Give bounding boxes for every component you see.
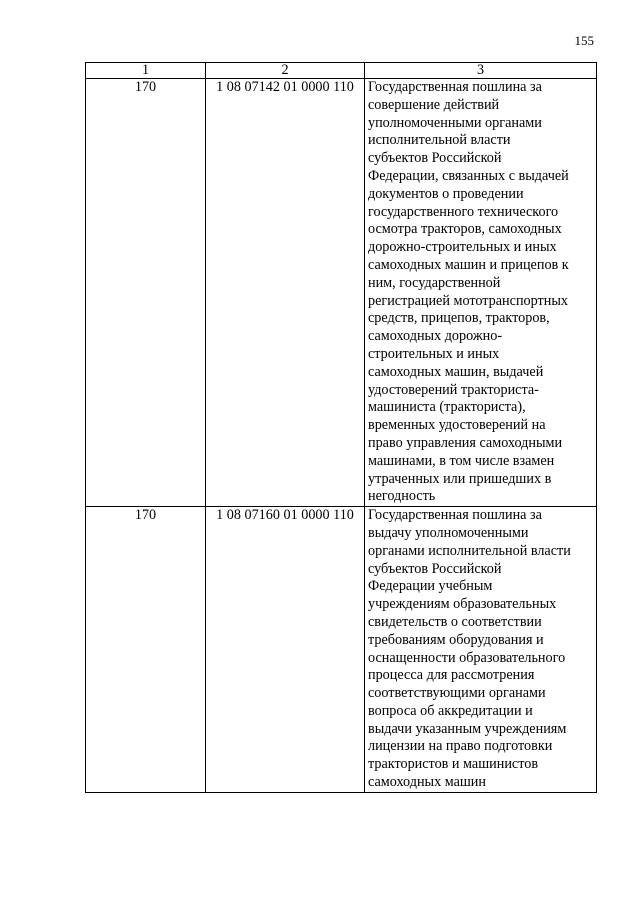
table-row <box>86 79 597 507</box>
description-line: субъектов Российской <box>368 150 502 167</box>
description-line: трактористов и машинистов <box>368 756 539 773</box>
description-line: вопроса об аккредитации и <box>368 702 533 719</box>
description-cell <box>365 507 597 793</box>
description-line: ним, государственной <box>368 274 501 291</box>
description-line: лицензии на право подготовки <box>368 738 553 755</box>
description-line: выдачи указанным учреждениям <box>368 720 567 737</box>
description-line: дорожно-строительных и иных <box>368 239 557 256</box>
column-header-1: 1 <box>86 63 206 79</box>
description-line: утраченных или пришедших в <box>368 470 552 487</box>
description-line: строительных и иных <box>368 345 500 362</box>
row-number-cell: 170 <box>86 79 206 507</box>
description-line: регистрацией мототранспортных <box>368 292 568 309</box>
description-line: оснащенности образовательного <box>368 649 566 666</box>
page-number: 155 <box>574 33 594 48</box>
description-line: соответствующими органами <box>368 685 546 702</box>
description-line: уполномоченными органами <box>368 114 542 131</box>
description-line: средств, прицепов, тракторов, <box>368 310 550 327</box>
description-line: процесса для рассмотрения <box>368 667 535 684</box>
description-line: документов о проведении <box>368 185 524 202</box>
description-line: самоходных машин <box>368 774 486 791</box>
description-line: самоходных машин, выдачей <box>368 363 544 380</box>
table-body <box>86 79 597 793</box>
description-line: субъектов Российской <box>368 560 502 577</box>
description-line: требованиям оборудования и <box>368 631 544 648</box>
description-line: Федерации учебным <box>368 578 493 595</box>
classification-code-cell: 1 08 07142 01 0000 110 <box>206 79 365 507</box>
column-header-2: 2 <box>206 63 365 79</box>
table-header-row <box>86 63 597 79</box>
row-number-cell: 170 <box>86 507 206 793</box>
description-line: самоходных дорожно- <box>368 328 503 345</box>
description-line: Федерации, связанных с выдачей <box>368 167 569 184</box>
description-line: свидетельств о соответствии <box>368 613 542 630</box>
description-line: осмотра тракторов, самоходных <box>368 221 562 238</box>
table-row <box>86 507 597 793</box>
description-line: Государственная пошлина за <box>368 79 542 95</box>
description-line: временных удостоверений на <box>368 417 546 434</box>
classification-code-cell: 1 08 07160 01 0000 110 <box>206 507 365 793</box>
description-line: совершение действий <box>368 96 500 113</box>
column-header-3: 3 <box>365 63 597 79</box>
description-line: право управления самоходными <box>368 434 563 451</box>
description-line: учреждениям образовательных <box>368 596 557 613</box>
description-cell <box>365 79 597 507</box>
description-line: удостоверений тракториста- <box>368 381 539 398</box>
description-line: самоходных машин и прицепов к <box>368 256 569 273</box>
description-line: исполнительной власти <box>368 132 511 149</box>
description-line: машинами, в том числе взамен <box>368 452 555 469</box>
description-line: машиниста (тракториста), <box>368 399 526 416</box>
description-line: государственного технического <box>368 203 559 220</box>
description-line: негодность <box>368 488 436 505</box>
fee-table <box>85 62 597 793</box>
description-line: органами исполнительной власти <box>368 542 571 559</box>
description-line: выдачу уполномоченными <box>368 524 529 541</box>
description-line: Государственная пошлина за <box>368 507 542 524</box>
